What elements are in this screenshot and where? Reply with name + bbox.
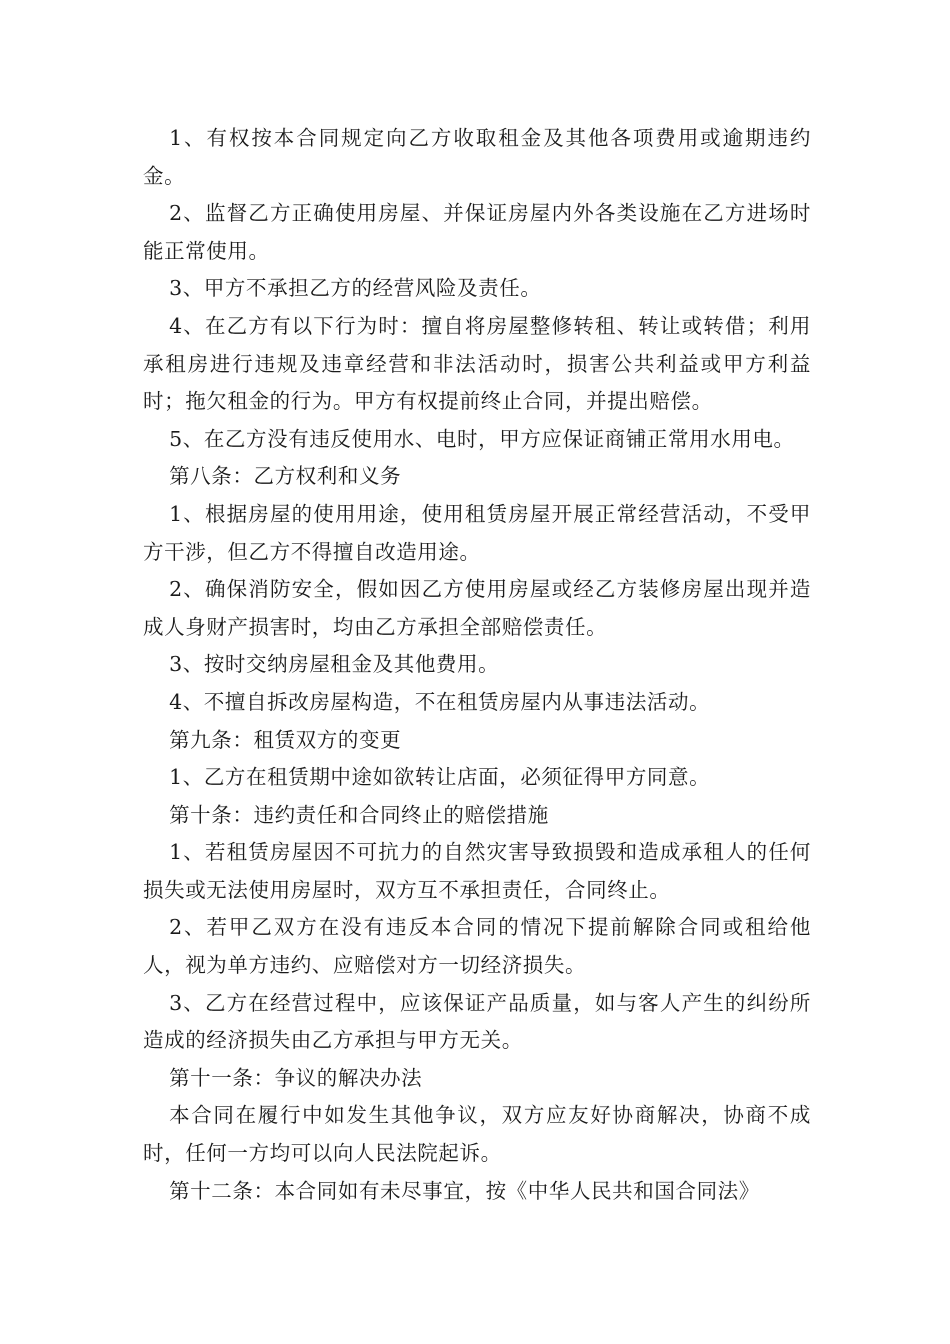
article-8-heading: 第八条：乙方权利和义务 xyxy=(169,464,402,489)
article-11-heading: 第十一条：争议的解决办法 xyxy=(169,1065,423,1090)
paragraph-tenant-right-4: 4、不擅自拆改房屋构造，不在租赁房屋内从事违法活动。 xyxy=(169,689,711,714)
paragraph-tenant-right-2: 2、确保消防安全，假如因乙方使用房屋或经乙方装修房屋出现并造成人身财产损害时，均由乙方承担全部赔偿责任。 xyxy=(143,577,811,639)
paragraph-tenant-right-1: 1、根据房屋的使用用途，使用租赁房屋开展正常经营活动，不受甲方干涉，但乙方不得擅自改造用途。 xyxy=(143,501,811,564)
article-9-heading: 第九条：租赁双方的变更 xyxy=(169,727,402,752)
paragraph-landlord-right-4: 4、在乙方有以下行为时：擅自将房屋整修转租、转让或转借；利用承租房进行违规及违章经营和非法活动时，损害公共利益或甲方利益时；拖欠租金的行为。甲方有权提前终止合同，并提出赔偿。 xyxy=(143,313,811,414)
document-page xyxy=(143,120,811,1210)
paragraph-landlord-right-3: 3、甲方不承担乙方的经营风险及责任。 xyxy=(169,276,542,301)
paragraph-landlord-right-5: 5、在乙方没有违反使用水、电时，甲方应保证商铺正常用水用电。 xyxy=(169,426,795,451)
paragraph-landlord-right-1: 1、有权按本合同规定向乙方收取租金及其他各项费用或逾期违约金。 xyxy=(143,126,811,188)
paragraph-tenant-right-3: 3、按时交纳房屋租金及其他费用。 xyxy=(169,652,500,677)
paragraph-change-1: 1、乙方在租赁期中途如欲转让店面，必须征得甲方同意。 xyxy=(169,765,711,790)
article-12-paragraph: 第十二条：本合同如有未尽事宜，按《中华人民共和国合同法》 xyxy=(169,1178,760,1203)
paragraph-liability-1: 1、若租赁房屋因不可抗力的自然灾害导致损毁和造成承租人的任何损失或无法使用房屋时，双方互不承担责任，合同终止。 xyxy=(143,840,811,902)
paragraph-liability-3: 3、乙方在经营过程中，应该保证产品质量，如与客人产生的纠纷所造成的经济损失由乙方承担与甲方无关。 xyxy=(143,990,811,1053)
article-10-heading: 第十条：违约责任和合同终止的赔偿措施 xyxy=(169,802,549,827)
paragraph-liability-2: 2、若甲乙双方在没有违反本合同的情况下提前解除合同或租给他人，视为单方违约、应赔偿对方一切经济损失。 xyxy=(143,915,811,978)
paragraph-dispute-1: 本合同在履行中如发生其他争议，双方应友好协商解决，协商不成时，任何一方均可以向人民法院起诉。 xyxy=(143,1103,811,1166)
paragraph-landlord-right-2: 2、监督乙方正确使用房屋、并保证房屋内外各类设施在乙方进场时能正常使用。 xyxy=(143,201,811,263)
